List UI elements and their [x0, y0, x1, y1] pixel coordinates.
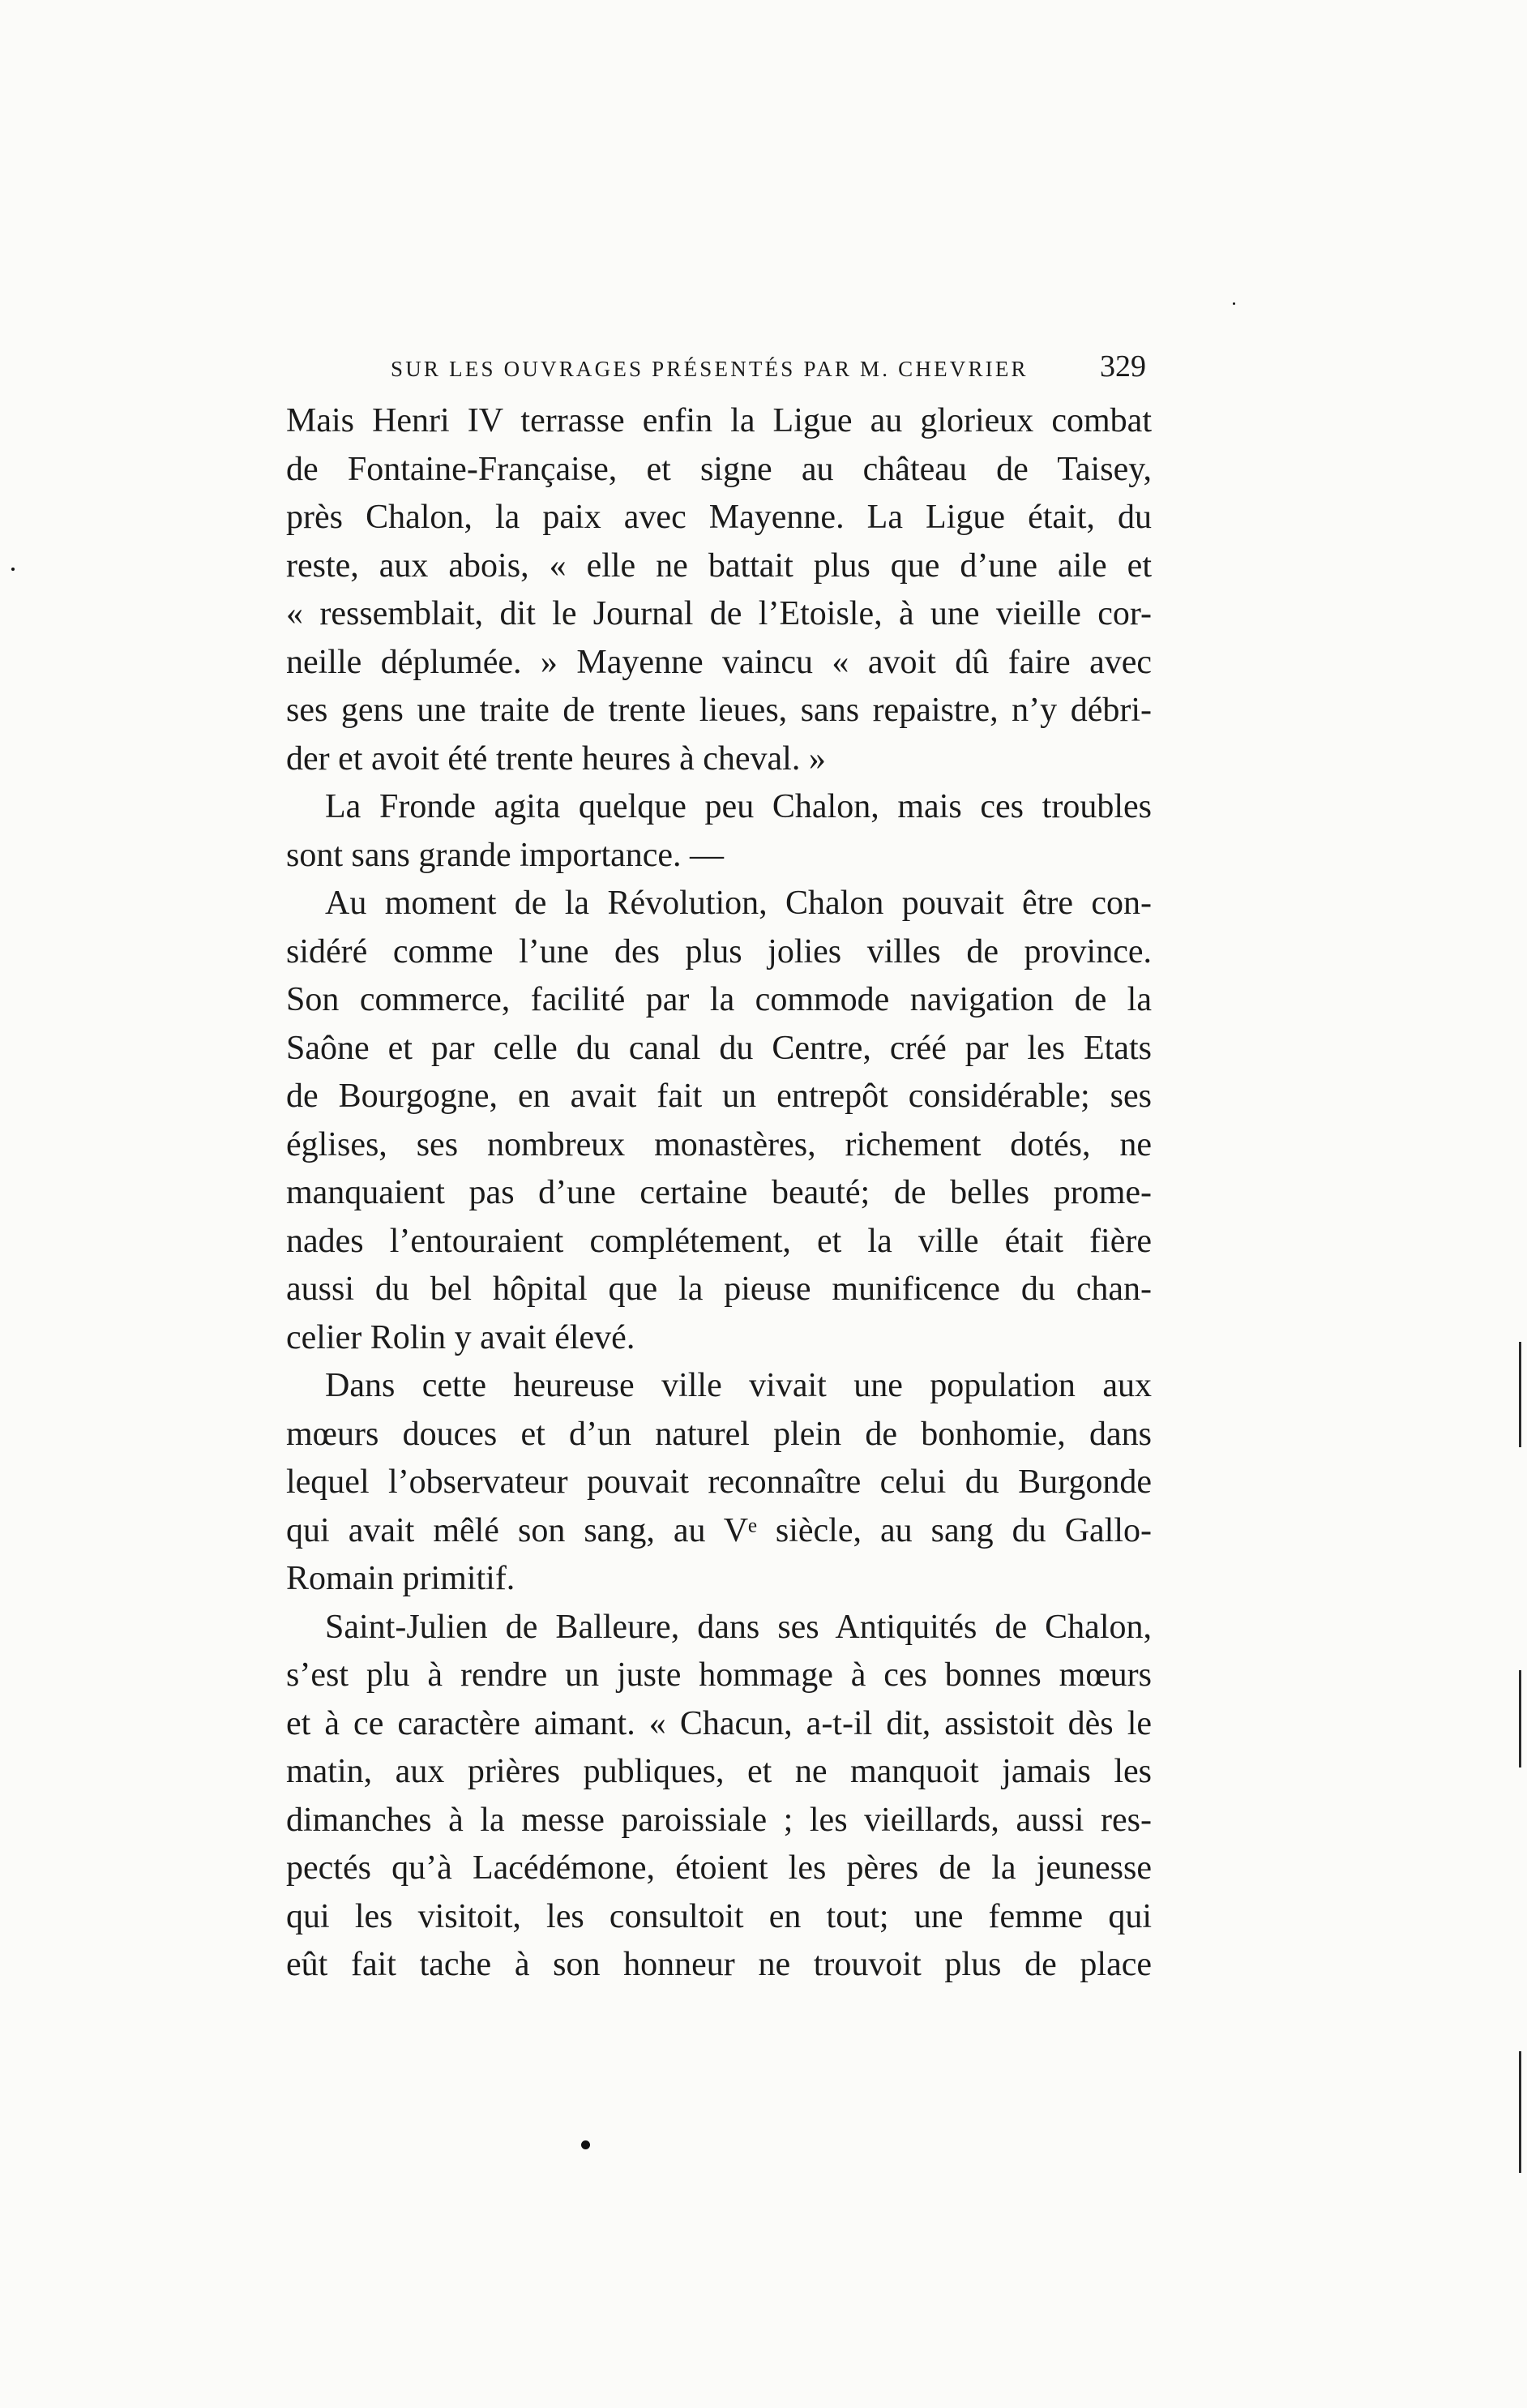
- text-line: sidéré comme l’une des plus jolies villes de province.: [286, 932, 1152, 970]
- scan-speck: [1233, 302, 1235, 305]
- text-line: mœurs douces et d’un naturel plein de bonhomie, dans: [286, 1415, 1152, 1453]
- scan-speck: [11, 568, 15, 571]
- page-number: 329: [1100, 349, 1146, 383]
- text-line: eût fait tache à son honneur ne trouvoit plus de place: [286, 1946, 1152, 1983]
- text-line: manquaient pas d’une certaine beauté; de belles prome-: [286, 1174, 1152, 1211]
- text-line: églises, ses nombreux monastères, richement dotés, ne: [286, 1125, 1152, 1163]
- text-line: La Fronde agita quelque peu Chalon, mais ces troubles: [325, 788, 1152, 825]
- text-line: dimanches à la messe paroissiale ; les vieillards, aussi res-: [286, 1801, 1152, 1839]
- scan-speck: [581, 2140, 590, 2149]
- text-line: Dans cette heureuse ville vivait une population aux: [325, 1367, 1152, 1404]
- running-head: [391, 349, 1146, 397]
- text-line: reste, aux abois, « elle ne battait plus que d’une aile et: [286, 546, 1152, 585]
- running-head-title: SUR LES OUVRAGES PRÉSENTÉS PAR M. CHEVRIER: [391, 357, 1029, 381]
- text-line: Saône et par celle du canal du Centre, créé par les Etats: [286, 1029, 1152, 1067]
- text-line: aussi du bel hôpital que la pieuse munificence du chan-: [286, 1270, 1152, 1308]
- text-line: der et avoit été trente heures à cheval. »: [286, 739, 826, 778]
- text-line: Saint-Julien de Balleure, dans ses Antiquités de Chalon,: [325, 1608, 1152, 1646]
- text-line: qui les visitoit, les consultoit en tout; une femme qui: [286, 1897, 1152, 1935]
- text-line: de Fontaine-Française, et signe au château de Taisey,: [286, 450, 1152, 488]
- text-line: Romain primitif.: [286, 1560, 515, 1597]
- text-line: sont sans grande importance. —: [286, 836, 725, 874]
- text-line: celier Rolin y avait élevé.: [286, 1318, 635, 1356]
- body-text: [286, 397, 1152, 1990]
- scan-edge-mark: [1519, 1342, 1521, 1447]
- scan-edge-mark: [1519, 1670, 1521, 1767]
- text-line: Son commerce, facilité par la commode navigation de la: [286, 981, 1152, 1018]
- text-line: matin, aux prières publiques, et ne manquoit jamais les: [286, 1753, 1152, 1790]
- text-line: pectés qu’à Lacédémone, étoient les pères de la jeunesse: [286, 1849, 1152, 1887]
- text-line: neille déplumée. » Mayenne vaincu « avoit dû faire avec: [286, 643, 1152, 681]
- text-line: ses gens une traite de trente lieues, sans repaistre, n’y débri-: [286, 692, 1152, 729]
- text-line: nades l’entouraient complétement, et la ville était fière: [286, 1222, 1152, 1260]
- text-line: Mais Henri IV terrasse enfin la Ligue au glorieux combat: [286, 402, 1152, 439]
- text-line: « ressemblait, dit le Journal de l’Etoisle, à une vieille cor-: [286, 595, 1152, 632]
- text-line: près Chalon, la paix avec Mayenne. La Ligue était, du: [286, 499, 1152, 536]
- text-line: lequel l’observateur pouvait reconnaître celui du Burgonde: [286, 1463, 1152, 1501]
- text-line: et à ce caractère aimant. « Chacun, a-t-il dit, assistoit dès le: [286, 1704, 1152, 1742]
- text-line: s’est plu à rendre un juste hommage à ces bonnes mœurs: [286, 1656, 1152, 1694]
- text-line: de Bourgogne, en avait fait un entrepôt considérable; ses: [286, 1078, 1152, 1115]
- text-line: qui avait mêlé son sang, au Vᵉ siècle, au sang du Gallo-: [286, 1511, 1152, 1549]
- scan-edge-mark: [1519, 2051, 1521, 2173]
- text-line: Au moment de la Révolution, Chalon pouvait être con-: [325, 885, 1152, 922]
